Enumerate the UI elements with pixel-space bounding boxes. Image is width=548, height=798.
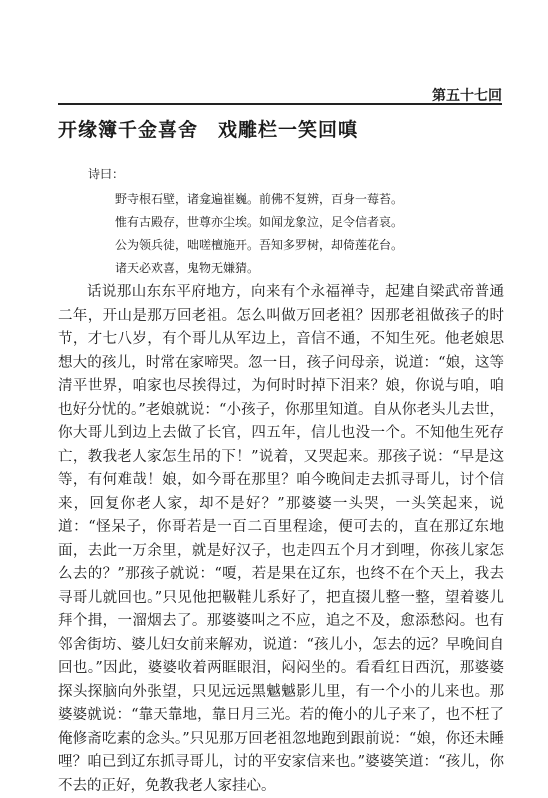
header-rule (58, 103, 502, 105)
poem-line: 野寺根石壁，诸龛遍崔巍。前佛不复辨，百身一莓苔。 (115, 192, 404, 206)
body-text (58, 281, 504, 798)
poem-line: 惟有古殿存，世尊亦尘埃。如闻龙象泣，足令信者哀。 (115, 215, 404, 229)
chapter-number: 第五十七回 (432, 88, 502, 104)
poem-block (88, 163, 508, 280)
poem-line: 诸天必欢喜，鬼物无嫌猜。 (115, 261, 260, 275)
paragraph: 话说那山东东平府地方，向来有个永福禅寺，起建自梁武帝普通二年，开山是那万回老祖。怎么叫做万回老祖？因那老祖做孩子的时节，才七八岁，有个哥儿从军边上，音信不通，不知生死。他老娘思想大的孩儿，时常在家啼哭。忽一日，孩子问母亲，说道：“娘，这等清平世界，咱家也尽挨得过，为何时时掉下泪来？娘，你说与咱，咱也好分忧的。”老娘就说：“小孩子，你那里知道。自从你老头儿去世，你大哥儿到边上去做了长官，四五年，信儿也没一个。不知他生死存亡，教我老人家怎生吊的下！”说着，又哭起来。那孩子说：“早是这等，有何难哉！娘，如今哥在那里？咱今晚间走去抓寻哥儿，讨个信来，回复你老人家，却不是好？”那婆婆一头哭，一头笑起来，说道：“怪呆子，你哥若是一百二百里程途，便可去的，直在那辽东地面，去此一万余里，就是好汉子，也走四五个月才到哩，你孩儿家怎么去的？”那孩子就说：“嗄，若是果在辽东，也终不在个天上，我去寻哥儿就回也。”只见他把靸鞋儿系好了，把直掇儿整一整，望着婆儿拜个揖，一溜烟去了。那婆婆叫之不应，追之不及，愈添愁闷。也有邻舍街坊、婆儿妇女前来解劝，说道：“孩儿小，怎去的远？早晚间自回也。”因此，婆婆收着两眶眼泪，闷闷坐的。看看红日西沉，那婆婆探头探脑向外张望，只见远远黑魆魆影儿里，有一个小的儿来也。那婆婆就说：“靠天靠地，靠日月三光。若的俺小的儿子来了，也不枉了俺修斋吃素的念头。”只见那万回老祖忽地跑到跟前说：“娘，你还未睡哩？咱已到辽东抓寻哥儿，讨的平安家信来也。”婆婆笑道：“孩儿，你不去的正好，免教我老人家挂心。 (58, 284, 504, 794)
chapter-title: 开缘簿千金喜舍 戏雕栏一笑回嗔 (58, 119, 359, 141)
poem-line: 公为领兵徒，咄嗟檀施开。吾知多罗树，却倚莲花台。 (115, 238, 404, 252)
poem-label: 诗曰： (88, 167, 125, 181)
